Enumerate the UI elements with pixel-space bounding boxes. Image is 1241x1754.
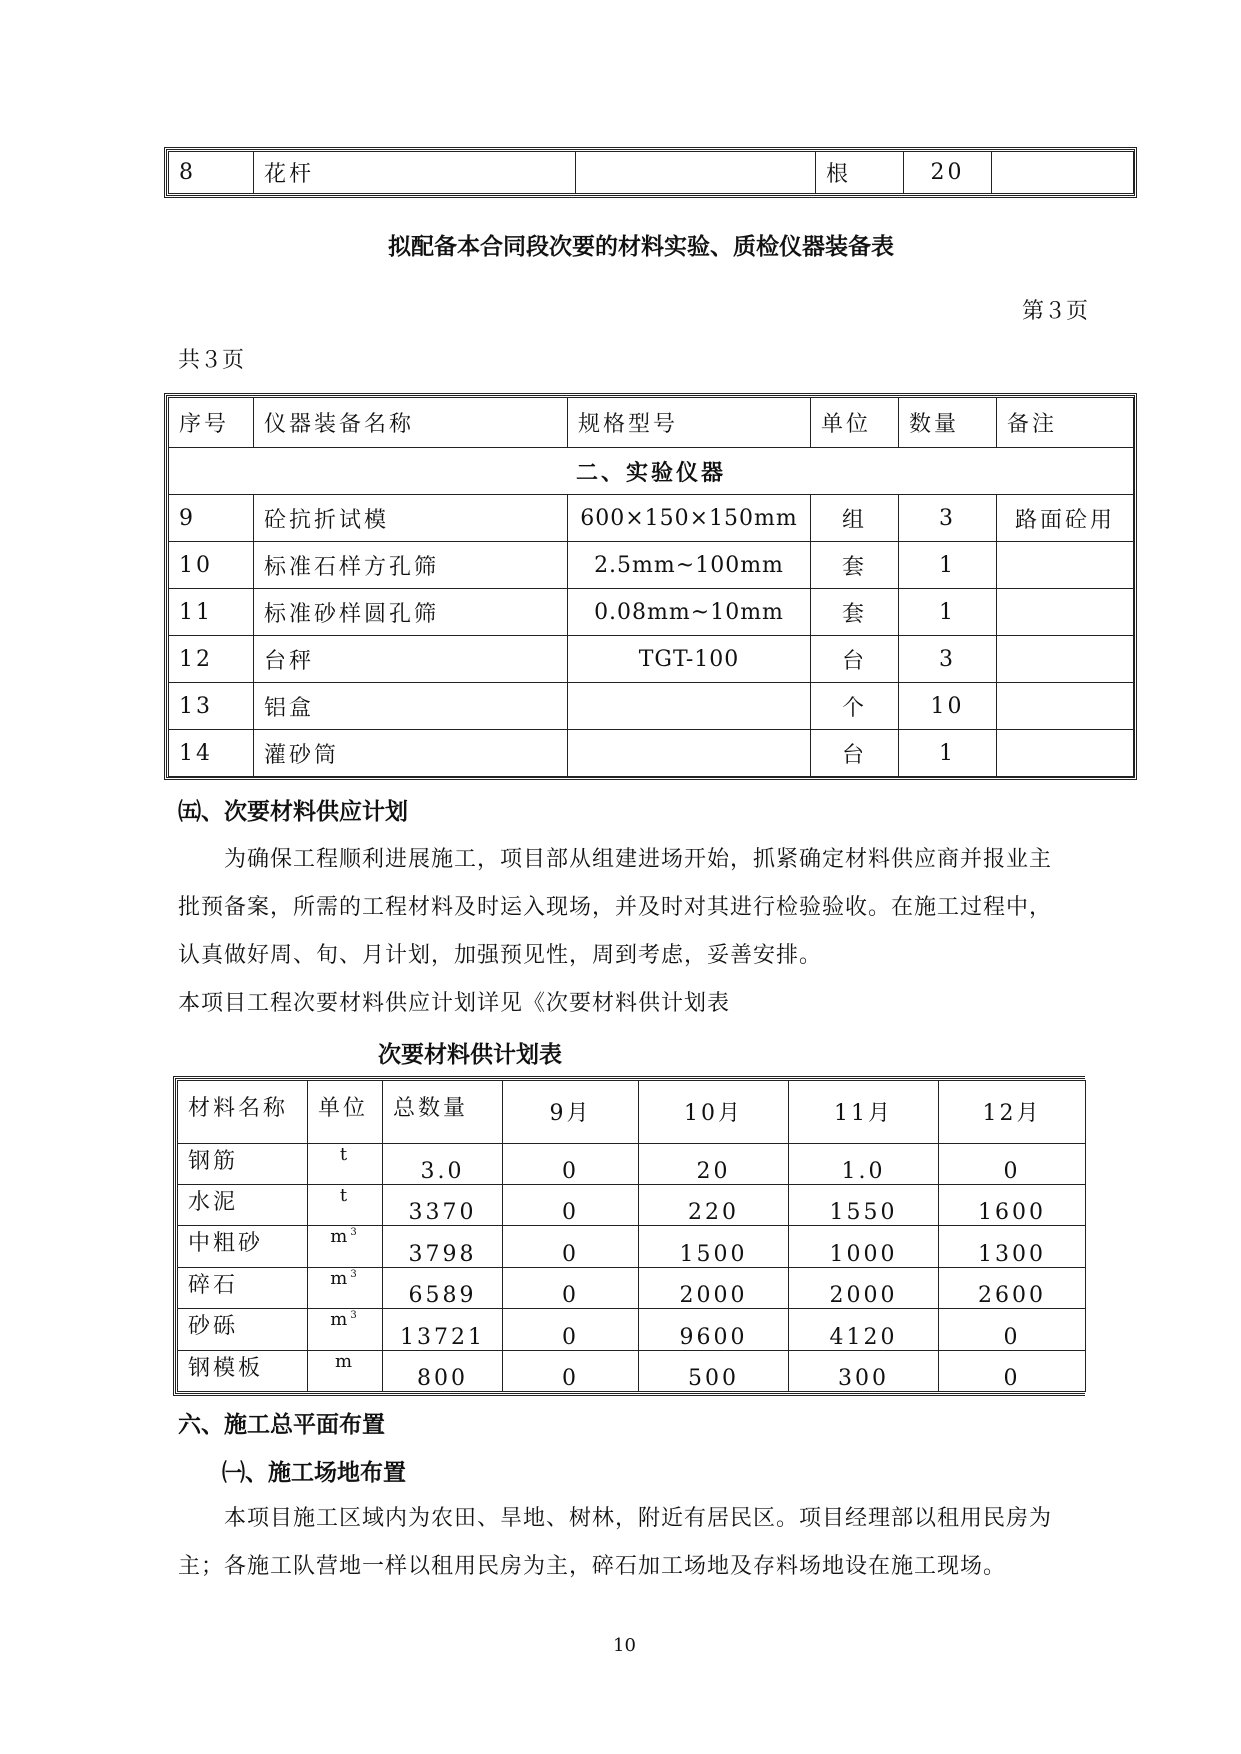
section5-paragraph-line: 本项目工程次要材料供应计划详见《次要材料供计划表 (178, 991, 731, 1016)
table-row (178, 1143, 1086, 1184)
cell-material: 钢模板 (178, 1350, 308, 1391)
header-material: 材料名称 (178, 1081, 308, 1144)
section5-heading: ㈤、次要材料供应计划 (178, 799, 408, 825)
cell-qty: 3 (899, 495, 997, 542)
cell-name: 台秤 (254, 636, 568, 683)
cell-name: 标准石样方孔筛 (254, 542, 568, 589)
unit-exponent: 3 (350, 1268, 360, 1280)
cell-remark (997, 542, 1134, 589)
unit-exponent: 3 (350, 1310, 360, 1322)
cell-spec (576, 152, 816, 194)
cell-name: 花杆 (254, 152, 576, 194)
cell-month: 500 (639, 1350, 789, 1391)
cell-name: 铝盒 (254, 683, 568, 730)
section6-heading: 六、施工总平面布置 (178, 1412, 385, 1438)
section5-paragraph-line: 批预备案，所需的工程材料及时运入现场，并及时对其进行检验验收。在施工过程中， (178, 895, 1053, 920)
cell-unit: 根 (816, 152, 904, 194)
cell-material: 砂砾 (178, 1309, 308, 1350)
header-remark: 备注 (997, 398, 1134, 448)
cell-spec (568, 683, 811, 730)
cell-qty: 1 (899, 542, 997, 589)
cell-total: 3.0 (383, 1143, 503, 1184)
cell-unit: 套 (811, 542, 899, 589)
cell-month: 0 (503, 1309, 639, 1350)
cell-spec: TGT-100 (568, 636, 811, 683)
table-row (169, 589, 1134, 636)
cell-month: 2000 (789, 1267, 939, 1308)
cell-remark: 路面砼用 (997, 495, 1134, 542)
cell-index: 13 (169, 683, 254, 730)
table-row (169, 636, 1134, 683)
cell-month: 1550 (789, 1184, 939, 1225)
cell-unit (308, 1184, 383, 1225)
section6-paragraph-line: 本项目施工区域内为农田、旱地、树林，附近有居民区。项目经理部以租用民房为 (224, 1506, 1053, 1531)
cell-name: 灌砂筒 (254, 730, 568, 777)
header-total: 总数量 (383, 1081, 503, 1144)
unit-text: m (330, 1267, 351, 1289)
equipment-table-title: 拟配备本合同段次要的材料实验、质检仪器装备表 (388, 234, 894, 260)
page-label: 第３页 (1022, 299, 1089, 324)
table-header-row (178, 1081, 1086, 1144)
cell-material: 钢筋 (178, 1143, 308, 1184)
unit-text: t (339, 1143, 351, 1165)
unit-text: m (334, 1350, 356, 1372)
top-table (168, 151, 1134, 194)
cell-remark (997, 683, 1134, 730)
equipment-table (168, 397, 1134, 777)
table-row (178, 1309, 1086, 1350)
cell-qty: 1 (899, 589, 997, 636)
cell-unit: 台 (811, 730, 899, 777)
cell-name: 砼抗折试模 (254, 495, 568, 542)
cell-remark (997, 589, 1134, 636)
cell-month: 0 (939, 1309, 1086, 1350)
header-month: 12月 (939, 1081, 1086, 1144)
cell-month: 20 (639, 1143, 789, 1184)
header-qty: 数量 (899, 398, 997, 448)
section6-subheading: ㈠、施工场地布置 (222, 1460, 406, 1486)
cell-month: 0 (503, 1143, 639, 1184)
cell-index: 11 (169, 589, 254, 636)
table-row (178, 1226, 1086, 1267)
cell-material: 碎石 (178, 1267, 308, 1308)
cell-total: 13721 (383, 1309, 503, 1350)
cell-index: 12 (169, 636, 254, 683)
cell-spec: 0.08mm~10mm (568, 589, 811, 636)
table-row (169, 683, 1134, 730)
table-row (169, 542, 1134, 589)
section-row (169, 448, 1134, 495)
cell-qty: 20 (904, 152, 992, 194)
cell-unit (308, 1309, 383, 1350)
supply-table-title: 次要材料供计划表 (378, 1042, 562, 1068)
table-row (169, 152, 1134, 194)
cell-total: 800 (383, 1350, 503, 1391)
cell-index: 14 (169, 730, 254, 777)
cell-month: 220 (639, 1184, 789, 1225)
cell-unit: 个 (811, 683, 899, 730)
supply-table (177, 1080, 1086, 1392)
table-header-row (169, 398, 1134, 448)
cell-month: 9600 (639, 1309, 789, 1350)
page-number: 10 (613, 1635, 636, 1656)
cell-index: 10 (169, 542, 254, 589)
cell-total: 6589 (383, 1267, 503, 1308)
cell-index: 9 (169, 495, 254, 542)
section5-paragraph-line: 为确保工程顺利进展施工，项目部从组建进场开始，抓紧确定材料供应商并报业主 (224, 847, 1053, 872)
header-month: 10月 (639, 1081, 789, 1144)
cell-month: 0 (503, 1267, 639, 1308)
cell-qty: 1 (899, 730, 997, 777)
cell-spec (568, 730, 811, 777)
cell-month: 1300 (939, 1226, 1086, 1267)
cell-month: 2600 (939, 1267, 1086, 1308)
cell-remark (992, 152, 1134, 194)
cell-material: 水泥 (178, 1184, 308, 1225)
cell-month: 0 (939, 1143, 1086, 1184)
cell-month: 4120 (789, 1309, 939, 1350)
header-unit: 单位 (811, 398, 899, 448)
total-pages-label: 共３页 (178, 348, 245, 373)
cell-spec: 2.5mm~100mm (568, 542, 811, 589)
cell-month: 0 (503, 1226, 639, 1267)
cell-index: 8 (169, 152, 254, 194)
cell-unit (308, 1226, 383, 1267)
table-row (169, 495, 1134, 542)
cell-qty: 10 (899, 683, 997, 730)
cell-unit (308, 1350, 383, 1391)
table-row (178, 1350, 1086, 1391)
cell-remark (997, 636, 1134, 683)
cell-month: 0 (503, 1350, 639, 1391)
table-row (178, 1267, 1086, 1308)
cell-unit (308, 1267, 383, 1308)
cell-month: 1.0 (789, 1143, 939, 1184)
header-unit: 单位 (308, 1081, 383, 1144)
unit-text: m (330, 1309, 351, 1331)
cell-month: 300 (789, 1350, 939, 1391)
cell-month: 1000 (789, 1226, 939, 1267)
cell-unit (308, 1143, 383, 1184)
cell-spec: 600×150×150mm (568, 495, 811, 542)
cell-unit: 台 (811, 636, 899, 683)
section-label: 二、实验仪器 (169, 448, 1134, 495)
table-row (178, 1184, 1086, 1225)
header-spec: 规格型号 (568, 398, 811, 448)
cell-month: 0 (503, 1184, 639, 1225)
header-name: 仪器装备名称 (254, 398, 568, 448)
unit-exponent: 3 (350, 1227, 360, 1239)
table-row (169, 730, 1134, 777)
cell-month: 1600 (939, 1184, 1086, 1225)
cell-name: 标准砂样圆孔筛 (254, 589, 568, 636)
cell-material: 中粗砂 (178, 1226, 308, 1267)
cell-total: 3798 (383, 1226, 503, 1267)
section6-paragraph-line: 主；各施工队营地一样以租用民房为主，碎石加工场地及存料场地设在施工现场。 (178, 1554, 1007, 1579)
section5-paragraph-line: 认真做好周、旬、月计划，加强预见性，周到考虑，妥善安排。 (178, 943, 823, 968)
cell-month: 1500 (639, 1226, 789, 1267)
header-index: 序号 (169, 398, 254, 448)
unit-text: t (339, 1184, 351, 1206)
cell-unit: 套 (811, 589, 899, 636)
cell-month: 2000 (639, 1267, 789, 1308)
unit-text: m (330, 1226, 351, 1248)
cell-total: 3370 (383, 1184, 503, 1225)
cell-unit: 组 (811, 495, 899, 542)
cell-remark (997, 730, 1134, 777)
header-month: 9月 (503, 1081, 639, 1144)
cell-month: 0 (939, 1350, 1086, 1391)
header-month: 11月 (789, 1081, 939, 1144)
cell-qty: 3 (899, 636, 997, 683)
